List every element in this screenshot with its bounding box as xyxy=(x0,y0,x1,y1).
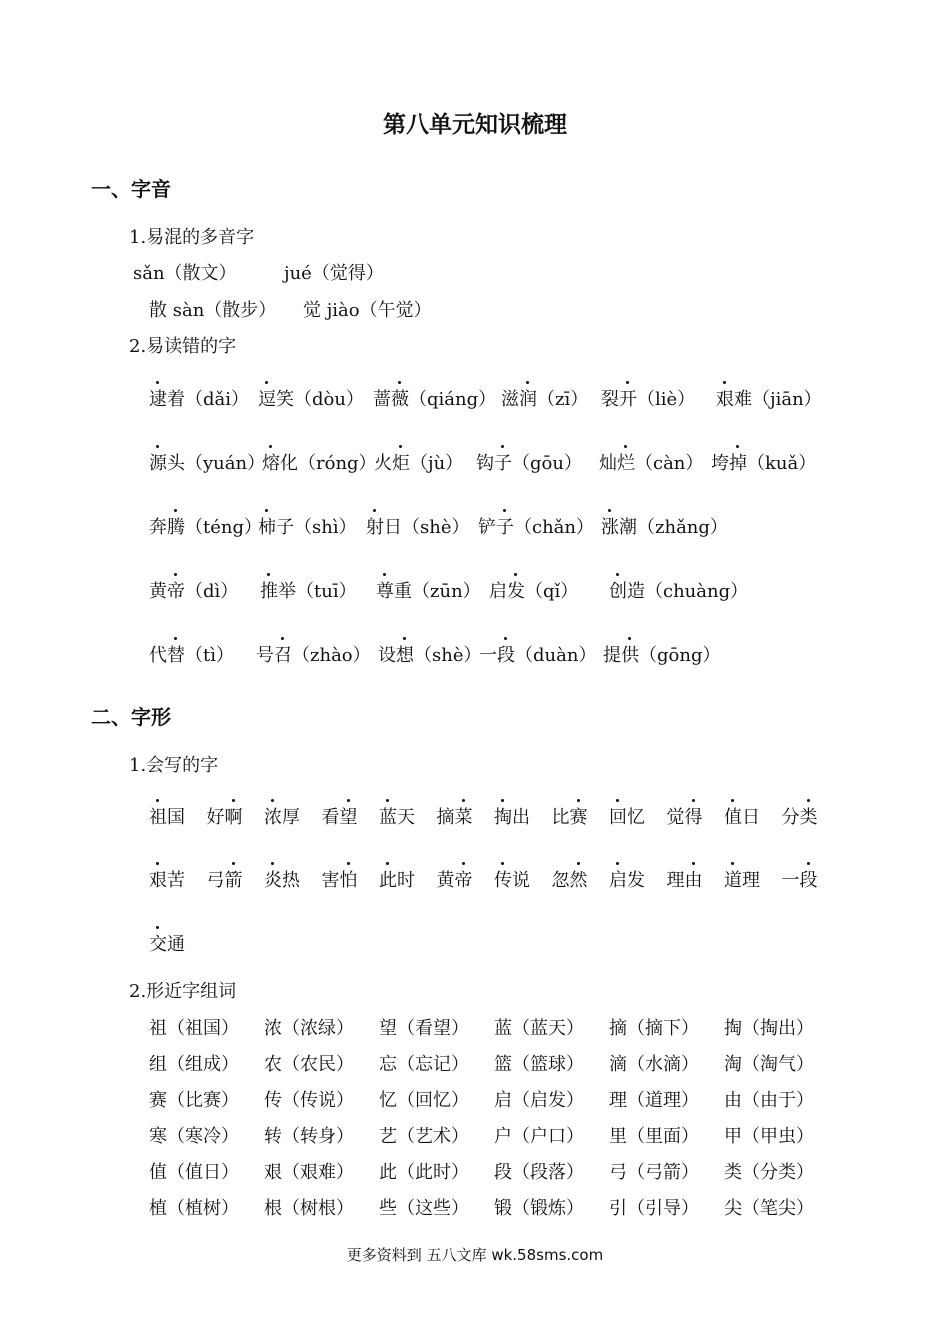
emphasis-dot-mark xyxy=(807,799,810,802)
emphasis-dot-mark xyxy=(731,799,734,802)
similar-char-word: 些（这些） xyxy=(379,1198,469,1219)
similar-char-word: 滴（水滴） xyxy=(609,1054,699,1075)
similar-char-word: 掏（掏出） xyxy=(724,1018,814,1039)
write-word: 蓝天 xyxy=(379,807,415,828)
similar-char-word: 祖（祖国） xyxy=(149,1018,239,1039)
misread-word: 逮着（dǎi） xyxy=(149,389,250,410)
emphasis-dot-mark xyxy=(616,799,619,802)
write-word: 觉得 xyxy=(666,807,703,828)
misread-word: 熔化（róng） xyxy=(262,453,377,474)
similar-char-word: 里（里面） xyxy=(609,1126,699,1147)
similar-char-word: 淘（淘气） xyxy=(724,1054,814,1075)
misread-word: 蔷薇（qiáng） xyxy=(373,389,497,410)
misread-word: 灿烂（càn） xyxy=(599,453,704,474)
emphasis-dot-mark xyxy=(403,637,406,640)
emphasis-dot-mark xyxy=(386,862,389,865)
footer-source: 更多资料到 五八文库 wk.58sms.com xyxy=(346,1246,604,1264)
similar-char-word: 忘（忘记） xyxy=(379,1054,469,1075)
emphasis-dot-mark xyxy=(723,381,726,384)
emphasis-dot-mark xyxy=(156,445,159,448)
misread-word: 火炬（jù） xyxy=(374,453,464,474)
write-word: 弓箭 xyxy=(206,870,243,891)
emphasis-dot-mark xyxy=(347,862,350,865)
misread-word: 黄帝（dì） xyxy=(149,581,239,602)
similar-char-word: 引（引导） xyxy=(609,1198,699,1219)
emphasis-dot-mark xyxy=(174,573,177,576)
section-heading-pronunciation: 一、字音 xyxy=(91,177,171,201)
misread-word: 钩子（gōu） xyxy=(476,453,582,474)
emphasis-dot-mark xyxy=(503,509,506,512)
write-word: 传说 xyxy=(494,870,530,891)
write-word: 祖国 xyxy=(149,807,185,828)
emphasis-dot-mark xyxy=(265,509,268,512)
similar-char-word: 启（启发） xyxy=(494,1090,584,1111)
emphasis-dot-mark xyxy=(232,799,235,802)
misread-word: 滋润（zī） xyxy=(501,389,589,410)
misread-word: 柿子（shì） xyxy=(258,517,357,538)
similar-char-word: 浓（浓绿） xyxy=(264,1018,354,1039)
misread-word: 号召（zhào） xyxy=(256,645,371,666)
emphasis-dot-mark xyxy=(577,862,580,865)
similar-char-word: 摘（摘下） xyxy=(609,1018,699,1039)
write-word: 启发 xyxy=(609,870,645,891)
write-word: 道理 xyxy=(724,870,760,891)
similar-char-word: 户（户口） xyxy=(494,1126,584,1147)
misread-word: 创造（chuàng） xyxy=(609,581,749,602)
write-word: 一段 xyxy=(781,870,818,891)
write-word: 掏出 xyxy=(494,807,530,828)
emphasis-dot-mark xyxy=(624,445,627,448)
similar-char-word: 此（此时） xyxy=(379,1162,469,1183)
emphasis-dot-mark xyxy=(731,862,734,865)
emphasis-dot-mark xyxy=(616,862,619,865)
emphasis-dot-mark xyxy=(232,862,235,865)
emphasis-dot-mark xyxy=(692,799,695,802)
write-word: 忽然 xyxy=(551,870,588,891)
write-word: 交通 xyxy=(149,934,185,955)
misread-word: 裂开（liè） xyxy=(601,389,696,410)
emphasis-dot-mark xyxy=(626,381,629,384)
emphasis-dot-mark xyxy=(383,573,386,576)
write-word: 黄帝 xyxy=(436,870,473,891)
polyphonic-san-reading: sǎn（散文） xyxy=(133,263,237,284)
misread-word: 铲子（chǎn） xyxy=(478,517,594,538)
emphasis-dot-mark xyxy=(271,862,274,865)
misread-word: 一段（duàn） xyxy=(479,645,597,666)
emphasis-dot-mark xyxy=(608,509,611,512)
emphasis-dot-mark xyxy=(281,637,284,640)
similar-char-word: 赛（比赛） xyxy=(149,1090,239,1111)
emphasis-dot-mark xyxy=(526,381,529,384)
similar-char-word: 植（植树） xyxy=(149,1198,239,1219)
section-heading-forms: 二、字形 xyxy=(91,705,171,729)
polyphonic-jue-reading: jué（觉得） xyxy=(284,263,384,284)
write-word: 值日 xyxy=(724,807,760,828)
similar-char-word: 农（农民） xyxy=(264,1054,354,1075)
similar-char-word: 寒（寒冷） xyxy=(149,1126,239,1147)
emphasis-dot-mark xyxy=(174,637,177,640)
misread-word: 源头（yuán） xyxy=(149,453,266,474)
similar-char-word: 甲（甲虫） xyxy=(724,1126,814,1147)
similar-char-word: 艺（艺术） xyxy=(379,1126,469,1147)
similar-char-word: 值（值日） xyxy=(149,1162,239,1183)
emphasis-dot-mark xyxy=(628,637,631,640)
similar-char-word: 篮（篮球） xyxy=(494,1054,584,1075)
write-word: 看望 xyxy=(321,807,358,828)
emphasis-dot-mark xyxy=(156,799,159,802)
emphasis-dot-mark xyxy=(399,445,402,448)
write-word: 理由 xyxy=(666,870,703,891)
similar-char-word: 类（分类） xyxy=(724,1162,814,1183)
subheading-misread: 2.易读错的字 xyxy=(129,336,237,357)
emphasis-dot-mark xyxy=(265,381,268,384)
misread-word: 艰难（jiān） xyxy=(716,389,822,410)
subheading-polyphonic: 1.易混的多音字 xyxy=(129,227,255,248)
emphasis-dot-mark xyxy=(501,799,504,802)
emphasis-dot-mark xyxy=(271,799,274,802)
misread-word: 垮掉（kuǎ） xyxy=(711,453,817,474)
emphasis-dot-mark xyxy=(504,637,507,640)
similar-char-word: 由（由于） xyxy=(724,1090,814,1111)
misread-word: 涨潮（zhǎng） xyxy=(601,517,728,538)
emphasis-dot-mark xyxy=(156,381,159,384)
page-title: 第八单元知识梳理 xyxy=(383,112,567,138)
emphasis-dot-mark xyxy=(807,862,810,865)
similar-char-word: 理（道理） xyxy=(609,1090,699,1111)
emphasis-dot-mark xyxy=(462,862,465,865)
similar-char-word: 忆（回忆） xyxy=(379,1090,469,1111)
write-word: 害怕 xyxy=(321,870,358,891)
emphasis-dot-mark xyxy=(386,799,389,802)
misread-word: 代替（tì） xyxy=(149,645,234,666)
emphasis-dot-mark xyxy=(462,799,465,802)
similar-char-word: 艰（艰难） xyxy=(264,1162,354,1183)
emphasis-dot-mark xyxy=(373,509,376,512)
similar-char-word: 弓（弓箭） xyxy=(609,1162,699,1183)
misread-word: 提供（gōng） xyxy=(603,645,721,666)
similar-char-word: 传（传说） xyxy=(264,1090,354,1111)
emphasis-dot-mark xyxy=(501,862,504,865)
similar-char-word: 组（组成） xyxy=(149,1054,239,1075)
polyphonic-jue-char: 觉 jiào（午觉） xyxy=(303,300,432,321)
emphasis-dot-mark xyxy=(174,509,177,512)
misread-word: 逗笑（dòu） xyxy=(258,389,364,410)
write-word: 炎热 xyxy=(264,870,300,891)
emphasis-dot-mark xyxy=(267,573,270,576)
emphasis-dot-mark xyxy=(156,926,159,929)
similar-char-word: 望（看望） xyxy=(379,1018,469,1039)
write-word: 比赛 xyxy=(551,807,588,828)
emphasis-dot-mark xyxy=(692,862,695,865)
emphasis-dot-mark xyxy=(501,445,504,448)
write-word: 此时 xyxy=(379,870,415,891)
write-word: 好啊 xyxy=(206,807,243,828)
write-word: 艰苦 xyxy=(149,870,185,891)
misread-word: 设想（shè） xyxy=(378,645,482,666)
misread-word: 射日（shè） xyxy=(366,517,470,538)
similar-char-word: 蓝（蓝天） xyxy=(494,1018,584,1039)
misread-word: 尊重（zūn） xyxy=(376,581,481,602)
subheading-write: 1.会写的字 xyxy=(129,755,219,776)
write-word: 回忆 xyxy=(609,807,645,828)
emphasis-dot-mark xyxy=(156,862,159,865)
subheading-similar: 2.形近字组词 xyxy=(129,981,237,1002)
write-word: 摘菜 xyxy=(436,807,473,828)
write-word: 分类 xyxy=(781,807,818,828)
misread-word: 启发（qǐ） xyxy=(489,581,579,602)
similar-char-word: 锻（锻炼） xyxy=(494,1198,584,1219)
similar-char-word: 尖（笔尖） xyxy=(724,1198,814,1219)
emphasis-dot-mark xyxy=(736,445,739,448)
emphasis-dot-mark xyxy=(514,573,517,576)
emphasis-dot-mark xyxy=(398,381,401,384)
misread-word: 推举（tuī） xyxy=(260,581,357,602)
similar-char-word: 根（树根） xyxy=(264,1198,354,1219)
misread-word: 奔腾（téng） xyxy=(149,517,263,538)
emphasis-dot-mark xyxy=(577,799,580,802)
similar-char-word: 转（转身） xyxy=(264,1126,354,1147)
similar-char-word: 段（段落） xyxy=(494,1162,584,1183)
emphasis-dot-mark xyxy=(347,799,350,802)
emphasis-dot-mark xyxy=(616,573,619,576)
emphasis-dot-mark xyxy=(269,445,272,448)
write-word: 浓厚 xyxy=(264,807,300,828)
polyphonic-san-char: 散 sàn（散步） xyxy=(149,300,277,321)
